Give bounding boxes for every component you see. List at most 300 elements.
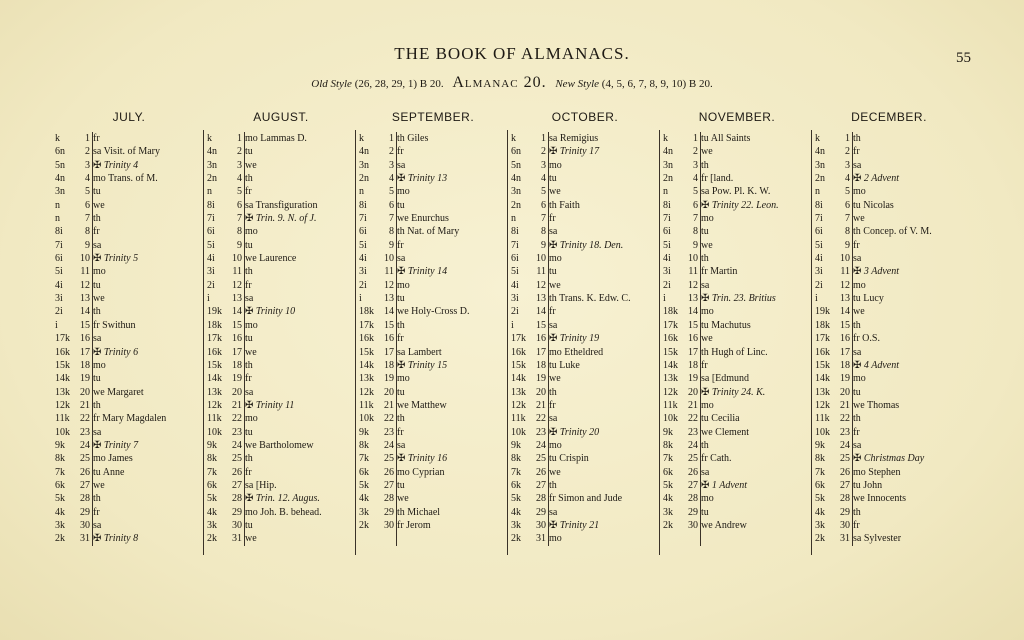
- day-number: 8: [693, 226, 698, 238]
- day-entry: sa: [397, 439, 406, 451]
- day-number: 1: [845, 133, 850, 144]
- day-number: 24: [232, 439, 242, 451]
- golden-number: 14k: [359, 359, 374, 371]
- day-number: 25: [80, 453, 90, 465]
- day-number: 14: [840, 306, 850, 318]
- day-number: 25: [232, 453, 242, 465]
- day-number: 11: [384, 266, 394, 278]
- day-number: 27: [384, 479, 394, 491]
- day-row: [359, 492, 507, 505]
- day-entry: tu John: [853, 479, 883, 491]
- day-entry: fr: [701, 359, 708, 371]
- golden-number: n: [207, 186, 212, 198]
- day-number: 10: [232, 253, 242, 265]
- golden-number: 12k: [815, 399, 830, 411]
- golden-number: 3n: [511, 186, 521, 198]
- day-entry: tu: [701, 506, 709, 518]
- day-number: 8: [237, 226, 242, 238]
- day-entry: tu: [245, 426, 253, 438]
- day-row: [663, 506, 811, 519]
- day-row: [359, 172, 507, 185]
- golden-number: 4i: [663, 253, 671, 265]
- day-entry: sa Remigius: [549, 133, 599, 144]
- golden-number: 4k: [55, 506, 65, 518]
- day-entry: [397, 172, 509, 185]
- day-number: 16: [840, 333, 850, 345]
- golden-number: 7k: [815, 466, 825, 478]
- day-number: 28: [688, 493, 698, 505]
- golden-number: 5k: [55, 493, 65, 505]
- day-entry: th: [701, 253, 709, 265]
- day-row: [207, 172, 355, 185]
- sunday-cross-icon: ✠: [397, 266, 408, 278]
- day-entry: fr: [245, 279, 252, 291]
- golden-number: 11k: [207, 413, 222, 425]
- day-entry: mo Cyprian: [397, 466, 445, 478]
- day-row: [55, 279, 203, 292]
- day-number: 2: [693, 146, 698, 158]
- day-row: [207, 319, 355, 332]
- day-number: 17: [536, 346, 546, 358]
- day-row: [359, 346, 507, 359]
- day-entry: we: [701, 239, 713, 251]
- golden-number: k: [663, 133, 668, 144]
- golden-number: 13k: [511, 386, 526, 398]
- day-number: 26: [232, 466, 242, 478]
- day-row: [207, 265, 355, 278]
- golden-number: 2n: [359, 173, 369, 185]
- day-number: 27: [80, 479, 90, 491]
- day-row: [511, 305, 659, 318]
- golden-number: 7k: [511, 466, 521, 478]
- day-entry: mo Lammas D.: [245, 133, 307, 144]
- day-entry: sa Transfiguration: [245, 199, 318, 211]
- day-row: [815, 292, 963, 305]
- day-entry: th: [245, 173, 253, 185]
- day-number: 10: [536, 253, 546, 265]
- golden-number: 16k: [207, 346, 222, 358]
- day-entry: mo: [549, 439, 562, 451]
- day-row: [55, 172, 203, 185]
- golden-number: 17k: [55, 333, 70, 345]
- golden-number: 13k: [207, 386, 222, 398]
- golden-number: 7i: [511, 239, 519, 251]
- day-number: 16: [232, 333, 242, 345]
- month-column: [663, 110, 811, 550]
- month-separator: [355, 130, 356, 555]
- day-entry: mo: [701, 493, 714, 505]
- golden-number: 17k: [663, 319, 678, 331]
- day-row: [55, 252, 203, 265]
- day-row: [511, 506, 659, 519]
- day-number: 17: [840, 346, 850, 358]
- day-entry: tu: [93, 186, 101, 198]
- day-number: 4: [693, 173, 698, 185]
- day-number: 28: [840, 493, 850, 505]
- day-number: 26: [384, 466, 394, 478]
- day-entry: tu: [701, 226, 709, 238]
- day-row: [359, 332, 507, 345]
- golden-number: 3n: [55, 186, 65, 198]
- day-number: 15: [688, 319, 698, 331]
- day-row: [207, 145, 355, 158]
- golden-number: 18k: [207, 319, 222, 331]
- day-entry: we Enurchus: [397, 213, 449, 225]
- day-row: [359, 132, 507, 145]
- golden-number: 14k: [663, 359, 678, 371]
- day-entry: mo: [397, 279, 410, 291]
- day-row: [511, 239, 659, 252]
- sunday-label: 4 Advent: [863, 359, 899, 371]
- day-row: [663, 346, 811, 359]
- sunday-cross-icon: ✠: [549, 146, 560, 158]
- sunday-cross-icon: ✠: [93, 346, 104, 358]
- day-number: 6: [85, 199, 90, 211]
- golden-number: k: [359, 133, 364, 144]
- day-entry: we Innocents: [853, 493, 907, 505]
- golden-number: 13k: [359, 373, 374, 385]
- day-row: [207, 452, 355, 465]
- day-number: 22: [384, 413, 394, 425]
- day-number: 23: [384, 426, 394, 438]
- day-number: 10: [384, 253, 394, 265]
- day-entry: tu Nicolas: [853, 199, 894, 211]
- day-list: [815, 132, 963, 546]
- day-entry: fr: [549, 399, 556, 411]
- day-number: 24: [688, 439, 698, 451]
- day-entry: sa: [701, 279, 710, 291]
- golden-number: 12k: [663, 386, 678, 398]
- day-number: 21: [232, 399, 242, 411]
- golden-number: k: [815, 133, 820, 144]
- golden-number: 16k: [359, 333, 374, 345]
- day-row: [511, 479, 659, 492]
- day-number: 20: [232, 386, 242, 398]
- golden-number: 2n: [511, 199, 521, 211]
- day-number: 5: [237, 186, 242, 198]
- day-row: [663, 199, 811, 212]
- day-number: 27: [536, 479, 546, 491]
- day-row: [511, 265, 659, 278]
- day-entry: [245, 492, 357, 505]
- day-entry: fr: [93, 133, 100, 144]
- golden-number: 13k: [815, 386, 830, 398]
- day-number: 23: [688, 426, 698, 438]
- golden-number: 11k: [663, 399, 678, 411]
- day-number: 15: [384, 319, 394, 331]
- golden-number: 5i: [55, 266, 63, 278]
- day-row: [815, 452, 963, 465]
- day-row: [663, 412, 811, 425]
- day-row: [207, 159, 355, 172]
- day-row: [511, 466, 659, 479]
- golden-number: 14k: [55, 373, 70, 385]
- golden-number: 13k: [55, 386, 70, 398]
- day-row: [55, 145, 203, 158]
- day-number: 15: [536, 319, 546, 331]
- golden-number: 4n: [511, 173, 521, 185]
- day-number: 27: [840, 479, 850, 491]
- day-row: [207, 346, 355, 359]
- day-entry: tu: [397, 386, 405, 398]
- day-number: 5: [541, 186, 546, 198]
- day-number: 19: [840, 373, 850, 385]
- day-entry: sa: [853, 159, 862, 171]
- day-number: 30: [536, 519, 546, 531]
- day-entry: fr: [397, 146, 404, 158]
- golden-number: 7i: [359, 213, 367, 225]
- day-row: [359, 359, 507, 372]
- day-entry: [93, 252, 205, 265]
- day-list: [511, 132, 659, 546]
- golden-number: 9k: [55, 439, 65, 451]
- golden-number: 18k: [815, 319, 830, 331]
- old-style-label: Old Style: [311, 78, 352, 90]
- day-row: [511, 519, 659, 532]
- day-number: 13: [536, 293, 546, 305]
- sunday-label: Trin. 9. N. of J.: [255, 213, 317, 225]
- golden-number: 10k: [55, 426, 70, 438]
- day-entry: th Michael: [397, 506, 441, 518]
- month-column: [511, 110, 659, 550]
- day-row: [207, 212, 355, 225]
- day-entry: we: [701, 146, 713, 158]
- sunday-cross-icon: ✠: [245, 399, 256, 411]
- day-entry: [853, 452, 965, 465]
- day-number: 5: [845, 186, 850, 198]
- day-number: 7: [693, 213, 698, 225]
- day-entry: th: [853, 133, 861, 144]
- day-number: 13: [232, 293, 242, 305]
- golden-number: 3k: [359, 506, 369, 518]
- day-number: 21: [80, 399, 90, 411]
- day-entry: fr: [853, 239, 860, 251]
- day-number: 8: [541, 226, 546, 238]
- sunday-cross-icon: ✠: [853, 173, 864, 185]
- day-number: 30: [384, 519, 394, 531]
- sunday-label: Trinity 17: [559, 146, 600, 158]
- day-row: [511, 412, 659, 425]
- day-number: 14: [232, 306, 242, 318]
- day-entry: sa: [245, 386, 254, 398]
- day-entry: [853, 172, 965, 185]
- day-entry: [397, 452, 509, 465]
- day-row: [55, 479, 203, 492]
- day-row: [55, 519, 203, 532]
- day-entry: fr Mary Magdalen: [93, 413, 167, 425]
- day-entry: sa Pow. Pl. K. W.: [701, 186, 771, 198]
- day-row: [511, 252, 659, 265]
- day-entry: mo: [245, 319, 258, 331]
- day-number: 4: [237, 173, 242, 185]
- golden-number: 10k: [663, 413, 678, 425]
- day-number: 1: [693, 133, 698, 144]
- day-row: [815, 279, 963, 292]
- day-entry: th Trans. K. Edw. C.: [549, 293, 631, 305]
- day-number: 21: [384, 399, 394, 411]
- day-row: [55, 332, 203, 345]
- golden-number: 3i: [359, 266, 367, 278]
- day-number: 27: [688, 479, 698, 491]
- day-row: [815, 412, 963, 425]
- golden-number: 12k: [359, 386, 374, 398]
- day-entry: th: [93, 306, 101, 318]
- day-number: 2: [845, 146, 850, 158]
- sunday-cross-icon: ✠: [93, 533, 104, 545]
- day-entry: tu Machutus: [701, 319, 751, 331]
- golden-number: 6i: [207, 226, 215, 238]
- day-number: 5: [389, 186, 394, 198]
- day-number: 29: [840, 506, 850, 518]
- day-row: [815, 199, 963, 212]
- day-entry: mo: [397, 186, 410, 198]
- day-entry: we: [93, 293, 105, 305]
- day-entry: sa: [549, 319, 558, 331]
- day-list: [359, 132, 507, 532]
- day-row: [663, 212, 811, 225]
- day-number: 18: [840, 359, 850, 371]
- day-number: 27: [232, 479, 242, 491]
- day-entry: th: [701, 439, 709, 451]
- day-number: 6: [541, 199, 546, 211]
- golden-number: n: [359, 186, 364, 198]
- sunday-cross-icon: ✠: [701, 199, 712, 211]
- golden-number: 7k: [359, 453, 369, 465]
- golden-number: 2k: [815, 533, 825, 545]
- day-number: 16: [688, 333, 698, 345]
- day-entry: tu Crispin: [549, 453, 589, 465]
- day-row: [207, 225, 355, 238]
- day-row: [207, 386, 355, 399]
- golden-number: 15k: [359, 346, 374, 358]
- day-row: [207, 359, 355, 372]
- day-entry: tu: [397, 293, 405, 305]
- day-row: [55, 466, 203, 479]
- day-number: 18: [384, 359, 394, 371]
- day-entry: [245, 212, 357, 225]
- day-entry: mo: [853, 186, 866, 198]
- day-row: [663, 332, 811, 345]
- day-number: 9: [85, 239, 90, 251]
- sunday-label: Trinity 18. Den.: [559, 239, 624, 251]
- day-number: 9: [693, 239, 698, 251]
- day-entry: sa: [853, 253, 862, 265]
- golden-number: 8i: [815, 199, 823, 211]
- day-number: 25: [840, 453, 850, 465]
- sunday-label: 3 Advent: [863, 266, 899, 278]
- golden-number: 2i: [55, 306, 63, 318]
- day-row: [815, 386, 963, 399]
- golden-number: 6k: [511, 479, 521, 491]
- day-row: [815, 305, 963, 318]
- day-number: 20: [80, 386, 90, 398]
- day-number: 19: [80, 373, 90, 385]
- golden-number: 8i: [207, 199, 215, 211]
- day-number: 12: [80, 279, 90, 291]
- golden-number: 6k: [815, 479, 825, 491]
- golden-number: 2i: [663, 279, 671, 291]
- day-number: 18: [688, 359, 698, 371]
- day-row: [511, 399, 659, 412]
- day-row: [511, 159, 659, 172]
- day-number: 29: [232, 506, 242, 518]
- day-row: [207, 305, 355, 318]
- day-number: 29: [688, 506, 698, 518]
- day-number: 11: [840, 266, 850, 278]
- golden-number: 4i: [55, 279, 63, 291]
- day-entry: th: [245, 266, 253, 278]
- golden-number: 15k: [663, 346, 678, 358]
- sunday-cross-icon: ✠: [397, 173, 408, 185]
- day-number: 20: [840, 386, 850, 398]
- day-number: 13: [688, 293, 698, 305]
- golden-number: 6k: [663, 466, 673, 478]
- sunday-label: 1 Advent: [711, 479, 747, 491]
- day-number: 23: [840, 426, 850, 438]
- sunday-label: Trinity 15: [407, 359, 448, 371]
- day-number: 28: [384, 493, 394, 505]
- day-entry: mo: [701, 306, 714, 318]
- day-entry: tu Cecilia: [701, 413, 740, 425]
- golden-number: 10k: [359, 413, 374, 425]
- day-number: 30: [688, 519, 698, 531]
- day-row: [55, 132, 203, 145]
- golden-number: 12k: [55, 399, 70, 411]
- day-entry: [549, 145, 661, 158]
- day-number: 3: [237, 159, 242, 171]
- golden-number: 3i: [55, 293, 63, 305]
- day-entry: sa: [853, 439, 862, 451]
- golden-number: 7i: [55, 239, 63, 251]
- golden-number: k: [511, 133, 516, 144]
- day-entry: [853, 265, 965, 278]
- day-row: [55, 265, 203, 278]
- day-entry: th: [397, 319, 405, 331]
- day-number: 26: [80, 466, 90, 478]
- day-number: 6: [693, 199, 698, 211]
- day-number: 22: [840, 413, 850, 425]
- day-number: 14: [80, 306, 90, 318]
- sunday-cross-icon: ✠: [853, 453, 864, 465]
- day-row: [663, 466, 811, 479]
- day-number: 9: [541, 239, 546, 251]
- golden-number: 5k: [511, 493, 521, 505]
- day-entry: fr [land.: [701, 173, 734, 185]
- day-number: 5: [693, 186, 698, 198]
- golden-number: 5i: [815, 239, 823, 251]
- day-row: [663, 292, 811, 305]
- day-row: [663, 305, 811, 318]
- day-number: 23: [536, 426, 546, 438]
- day-number: 19: [232, 373, 242, 385]
- golden-number: 8i: [359, 199, 367, 211]
- day-number: 9: [389, 239, 394, 251]
- day-entry: th: [549, 386, 557, 398]
- day-number: 26: [688, 466, 698, 478]
- day-number: 1: [389, 133, 394, 144]
- golden-number: 9k: [511, 439, 521, 451]
- day-number: 24: [536, 439, 546, 451]
- golden-number: 2n: [663, 173, 673, 185]
- day-entry: [853, 359, 965, 372]
- sunday-cross-icon: ✠: [549, 239, 560, 251]
- day-row: [511, 199, 659, 212]
- sunday-label: Trinity 10: [255, 306, 296, 318]
- golden-number: 3k: [815, 519, 825, 531]
- day-row: [359, 439, 507, 452]
- day-row: [663, 399, 811, 412]
- day-row: [207, 466, 355, 479]
